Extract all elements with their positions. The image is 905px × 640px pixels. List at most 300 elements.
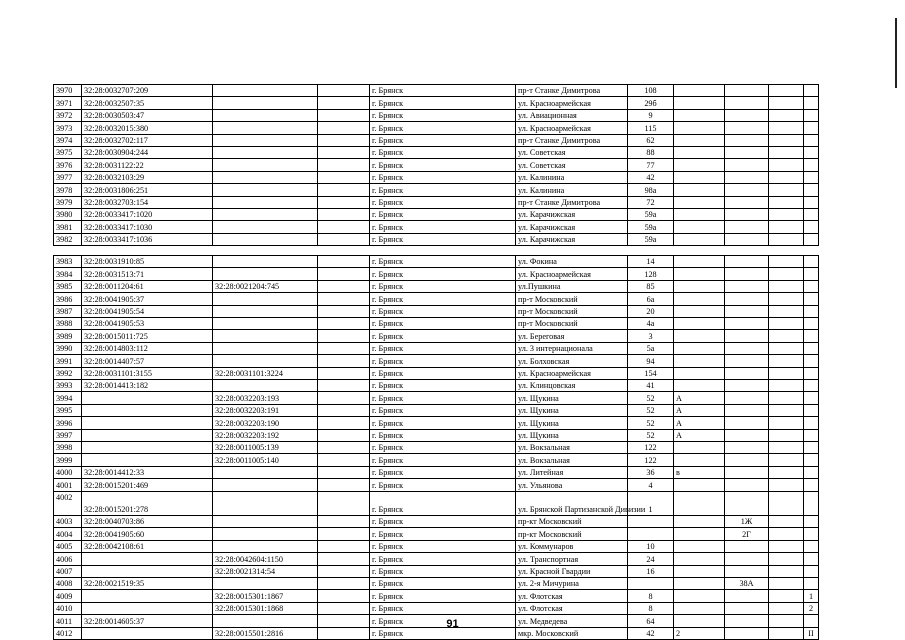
city-cell: г. Брянск: [370, 305, 516, 317]
scan-edge-line: [895, 18, 897, 88]
house-letter: [674, 590, 725, 602]
row-number: 3982: [54, 233, 82, 245]
city-cell: г. Брянск: [370, 553, 516, 565]
city-cell: г. Брянск: [370, 392, 516, 404]
house-number: 6а: [628, 293, 674, 305]
street-cell: ул. Красноармейская: [516, 367, 628, 379]
house-letter: [674, 540, 725, 552]
row-number: 4011: [54, 615, 82, 627]
row-number: 4000: [54, 466, 82, 478]
cadastral-number: [82, 392, 213, 404]
house-letter: [674, 256, 725, 268]
row-number: 3974: [54, 134, 82, 146]
empty-cell: [318, 196, 370, 208]
table-row: [54, 330, 819, 342]
empty-cell: [318, 184, 370, 196]
house-number: 42: [628, 171, 674, 183]
street-cell: ул. Ульянова: [516, 479, 628, 491]
house-number: 72: [628, 196, 674, 208]
house-number: 8: [628, 590, 674, 602]
building-number: [725, 491, 769, 516]
gap-cell: [82, 246, 213, 256]
apartment-cell: [804, 528, 819, 540]
city-cell: г. Брянск: [370, 355, 516, 367]
city-cell: г. Брянск: [370, 293, 516, 305]
city-cell: г. Брянск: [370, 146, 516, 158]
cadastral-number-secondary: [213, 577, 318, 589]
building-number: [725, 602, 769, 614]
city-cell: г. Брянск: [370, 379, 516, 391]
extra-cell: [769, 454, 804, 466]
apartment-cell: [804, 184, 819, 196]
cadastral-number-secondary: 32:28:0015501:2816: [213, 627, 318, 639]
empty-cell: [318, 355, 370, 367]
apartment-cell: [804, 429, 819, 441]
empty-cell: [318, 233, 370, 245]
row-number: 3980: [54, 208, 82, 220]
house-number: 29б: [628, 97, 674, 109]
apartment-cell: [804, 293, 819, 305]
apartment-cell: [804, 97, 819, 109]
city-cell: г. Брянск: [370, 97, 516, 109]
street-cell: ул. Карачижская: [516, 233, 628, 245]
cadastral-number-secondary: [213, 268, 318, 280]
row-number: 4005: [54, 540, 82, 552]
apartment-cell: [804, 233, 819, 245]
building-number: [725, 466, 769, 478]
house-number: 5а: [628, 342, 674, 354]
street-cell: пр-кт Московский: [516, 528, 628, 540]
table-row: [54, 454, 819, 466]
empty-cell: [318, 516, 370, 528]
apartment-cell: [804, 318, 819, 330]
house-letter: [674, 367, 725, 379]
row-number: 4012: [54, 627, 82, 639]
cadastral-number-secondary: [213, 330, 318, 342]
row-number: 3985: [54, 280, 82, 292]
city-cell: г. Брянск: [370, 184, 516, 196]
house-letter: [674, 184, 725, 196]
house-letter: [674, 280, 725, 292]
cadastral-number-secondary: [213, 85, 318, 97]
cadastral-number: 32:28:0032703:154: [82, 196, 213, 208]
extra-cell: [769, 293, 804, 305]
house-letter: [674, 491, 725, 516]
row-number: 3996: [54, 417, 82, 429]
apartment-cell: [804, 221, 819, 233]
building-number: [725, 85, 769, 97]
house-letter: [674, 355, 725, 367]
row-number: 4010: [54, 602, 82, 614]
empty-cell: [318, 417, 370, 429]
extra-cell: [769, 256, 804, 268]
cadastral-number: 32:28:0031122:22: [82, 159, 213, 171]
house-number: 154: [628, 367, 674, 379]
city-cell: г. Брянск: [370, 441, 516, 453]
cadastral-number: [82, 429, 213, 441]
extra-cell: [769, 479, 804, 491]
house-letter: [674, 565, 725, 577]
table-row: [54, 171, 819, 183]
empty-cell: [318, 293, 370, 305]
extra-cell: [769, 553, 804, 565]
row-number: 3993: [54, 379, 82, 391]
house-letter: А: [674, 404, 725, 416]
house-letter: в: [674, 466, 725, 478]
row-number: 3971: [54, 97, 82, 109]
table-row: [54, 602, 819, 614]
empty-cell: [318, 404, 370, 416]
cadastral-number-secondary: 32:28:0015301:1867: [213, 590, 318, 602]
empty-cell: [318, 379, 370, 391]
street-cell: ул. Авиационная: [516, 109, 628, 121]
cadastral-number-secondary: [213, 159, 318, 171]
house-letter: [674, 221, 725, 233]
extra-cell: [769, 221, 804, 233]
cadastral-number-secondary: 32:28:0011005:139: [213, 441, 318, 453]
empty-cell: [318, 429, 370, 441]
street-cell: ул. Калинина: [516, 171, 628, 183]
extra-cell: [769, 280, 804, 292]
table-row: [54, 367, 819, 379]
cadastral-number: [82, 454, 213, 466]
table-row: [54, 122, 819, 134]
row-number: 3987: [54, 305, 82, 317]
table-row: [54, 221, 819, 233]
extra-cell: [769, 318, 804, 330]
empty-cell: [318, 122, 370, 134]
extra-cell: [769, 208, 804, 220]
building-number: [725, 553, 769, 565]
empty-cell: [318, 602, 370, 614]
row-number: 3997: [54, 429, 82, 441]
cadastral-number: 32:28:0011204:61: [82, 280, 213, 292]
house-letter: [674, 528, 725, 540]
row-number: 3978: [54, 184, 82, 196]
extra-cell: [769, 97, 804, 109]
city-cell: г. Брянск: [370, 627, 516, 639]
street-cell: ул. Карачижская: [516, 208, 628, 220]
row-gap: [54, 246, 819, 256]
cadastral-number: 32:28:0014413:182: [82, 379, 213, 391]
city-cell: г. Брянск: [370, 454, 516, 466]
table-row: [54, 256, 819, 268]
apartment-cell: [804, 577, 819, 589]
cadastral-number: [82, 417, 213, 429]
cadastral-number-secondary: [213, 318, 318, 330]
city-cell: г. Брянск: [370, 134, 516, 146]
extra-cell: [769, 404, 804, 416]
house-number: 98а: [628, 184, 674, 196]
table-row: [54, 318, 819, 330]
cadastral-number-secondary: 32:28:0031101:3224: [213, 367, 318, 379]
cadastral-number: 32:28:0041905:37: [82, 293, 213, 305]
city-cell: г. Брянск: [370, 171, 516, 183]
gap-cell: [769, 246, 804, 256]
house-number: 36: [628, 466, 674, 478]
cadastral-number-secondary: 32:28:0021314:54: [213, 565, 318, 577]
extra-cell: [769, 367, 804, 379]
apartment-cell: 2: [804, 602, 819, 614]
cadastral-number-secondary: [213, 479, 318, 491]
apartment-cell: [804, 146, 819, 158]
street-cell: пр-т Московский: [516, 305, 628, 317]
cadastral-number: 32:28:0033417:1036: [82, 233, 213, 245]
city-cell: г. Брянск: [370, 256, 516, 268]
extra-cell: [769, 528, 804, 540]
row-number: 3999: [54, 454, 82, 466]
house-number: 122: [628, 454, 674, 466]
house-letter: 2: [674, 627, 725, 639]
city-cell: г. Брянск: [370, 208, 516, 220]
empty-cell: [318, 146, 370, 158]
apartment-cell: [804, 479, 819, 491]
house-letter: А: [674, 392, 725, 404]
city-cell: г. Брянск: [370, 590, 516, 602]
building-number: [725, 146, 769, 158]
table-row: [54, 429, 819, 441]
apartment-cell: [804, 122, 819, 134]
street-cell: ул. Вокзальная: [516, 454, 628, 466]
street-cell: ул. Щукина: [516, 417, 628, 429]
cadastral-number: 32:28:0032507:35: [82, 97, 213, 109]
cadastral-number: [82, 565, 213, 577]
building-number: [725, 280, 769, 292]
city-cell: г. Брянск: [370, 565, 516, 577]
building-number: [725, 429, 769, 441]
house-letter: [674, 602, 725, 614]
apartment-cell: II: [804, 627, 819, 639]
gap-cell: [628, 246, 674, 256]
cadastral-number: 32:28:0014803:112: [82, 342, 213, 354]
row-number: 3973: [54, 122, 82, 134]
cadastral-number-secondary: [213, 491, 318, 516]
street-cell: ул. Болховская: [516, 355, 628, 367]
cadastral-number: 32:28:0041905:53: [82, 318, 213, 330]
house-letter: [674, 196, 725, 208]
city-cell: г. Брянск: [370, 342, 516, 354]
building-number: [725, 392, 769, 404]
house-number: 4: [628, 479, 674, 491]
table-row: [54, 565, 819, 577]
apartment-cell: [804, 109, 819, 121]
cadastral-number: 32:28:0031513:71: [82, 268, 213, 280]
table-row: [54, 441, 819, 453]
cadastral-number-secondary: [213, 109, 318, 121]
cadastral-number-secondary: [213, 528, 318, 540]
building-number: [725, 590, 769, 602]
apartment-cell: [804, 441, 819, 453]
cadastral-number-secondary: [213, 293, 318, 305]
cadastral-number: 32:28:0031910:85: [82, 256, 213, 268]
cadastral-number-secondary: 32:28:0011005:140: [213, 454, 318, 466]
street-cell: ул. Брянской Партизанской Дивизии: [516, 491, 628, 516]
table-row: [54, 97, 819, 109]
building-number: 38А: [725, 577, 769, 589]
extra-cell: [769, 392, 804, 404]
table-row: [54, 305, 819, 317]
row-number: 4003: [54, 516, 82, 528]
extra-cell: [769, 122, 804, 134]
house-letter: [674, 146, 725, 158]
empty-cell: [318, 171, 370, 183]
extra-cell: [769, 441, 804, 453]
row-number: 3988: [54, 318, 82, 330]
extra-cell: [769, 590, 804, 602]
building-number: [725, 134, 769, 146]
row-number: 3998: [54, 441, 82, 453]
house-letter: [674, 479, 725, 491]
city-cell: г. Брянск: [370, 109, 516, 121]
house-number: 42: [628, 627, 674, 639]
extra-cell: [769, 171, 804, 183]
building-number: [725, 159, 769, 171]
row-number: 3972: [54, 109, 82, 121]
house-number: 59а: [628, 208, 674, 220]
house-number: 77: [628, 159, 674, 171]
cadastral-number-secondary: [213, 516, 318, 528]
building-number: [725, 318, 769, 330]
apartment-cell: [804, 256, 819, 268]
extra-cell: [769, 159, 804, 171]
city-cell: г. Брянск: [370, 491, 516, 516]
street-cell: ул. Советская: [516, 159, 628, 171]
empty-cell: [318, 454, 370, 466]
city-cell: г. Брянск: [370, 404, 516, 416]
extra-cell: [769, 146, 804, 158]
apartment-cell: [804, 355, 819, 367]
table-row: [54, 355, 819, 367]
extra-cell: [769, 342, 804, 354]
apartment-cell: [804, 196, 819, 208]
table-row: [54, 540, 819, 552]
cadastral-number-secondary: [213, 466, 318, 478]
street-cell: ул. Медведева: [516, 615, 628, 627]
table-row: [54, 553, 819, 565]
extra-cell: [769, 196, 804, 208]
table-row: [54, 404, 819, 416]
cadastral-number-secondary: [213, 305, 318, 317]
apartment-cell: [804, 85, 819, 97]
table-row: [54, 466, 819, 478]
row-number: 4008: [54, 577, 82, 589]
cadastral-number: [82, 590, 213, 602]
cadastral-number-secondary: [213, 355, 318, 367]
apartment-cell: [804, 417, 819, 429]
apartment-cell: [804, 540, 819, 552]
cadastral-number-secondary: 32:28:0021204:745: [213, 280, 318, 292]
extra-cell: [769, 540, 804, 552]
empty-cell: [318, 85, 370, 97]
street-cell: ул. Флотская: [516, 590, 628, 602]
cadastral-number: 32:28:0032702:117: [82, 134, 213, 146]
street-cell: ул. Красной Гвардии: [516, 565, 628, 577]
extra-cell: [769, 516, 804, 528]
building-number: [725, 479, 769, 491]
building-number: [725, 184, 769, 196]
empty-cell: [318, 318, 370, 330]
cadastral-number-secondary: 32:28:0032203:190: [213, 417, 318, 429]
house-number: 52: [628, 429, 674, 441]
house-letter: [674, 134, 725, 146]
house-number: 20: [628, 305, 674, 317]
house-number: 62: [628, 134, 674, 146]
cadastral-number: [82, 441, 213, 453]
table-row: [54, 196, 819, 208]
house-number: 85: [628, 280, 674, 292]
cadastral-number: 32:28:0032015:380: [82, 122, 213, 134]
row-number: 3995: [54, 404, 82, 416]
house-number: 108: [628, 85, 674, 97]
cadastral-number: 32:28:0015011:725: [82, 330, 213, 342]
street-cell: ул. Красноармейская: [516, 268, 628, 280]
cadastral-number: 32:28:0015201:278: [82, 491, 213, 516]
house-letter: [674, 553, 725, 565]
building-number: [725, 293, 769, 305]
street-cell: ул. Карачижская: [516, 221, 628, 233]
cadastral-number: [82, 404, 213, 416]
building-number: [725, 233, 769, 245]
empty-cell: [318, 342, 370, 354]
cadastral-number-secondary: [213, 379, 318, 391]
cadastral-number-secondary: [213, 134, 318, 146]
city-cell: г. Брянск: [370, 122, 516, 134]
table-row: [54, 208, 819, 220]
street-cell: ул. Фокина: [516, 256, 628, 268]
cadastral-number-secondary: 32:28:0042604:1150: [213, 553, 318, 565]
city-cell: г. Брянск: [370, 196, 516, 208]
empty-cell: [318, 221, 370, 233]
cadastral-number-secondary: [213, 342, 318, 354]
street-cell: ул. Флотская: [516, 602, 628, 614]
table-row: [54, 491, 819, 516]
apartment-cell: [804, 404, 819, 416]
address-registry-table: [53, 84, 819, 640]
extra-cell: [769, 429, 804, 441]
table-row: [54, 233, 819, 245]
building-number: [725, 122, 769, 134]
extra-cell: [769, 491, 804, 516]
gap-cell: [318, 246, 370, 256]
street-cell: ул. Вокзальная: [516, 441, 628, 453]
house-letter: [674, 305, 725, 317]
row-number: 3986: [54, 293, 82, 305]
cadastral-number-secondary: 32:28:0032203:193: [213, 392, 318, 404]
cadastral-number: 32:28:0033417:1020: [82, 208, 213, 220]
house-number: [628, 528, 674, 540]
row-number: 3991: [54, 355, 82, 367]
cadastral-number-secondary: 32:28:0032203:191: [213, 404, 318, 416]
apartment-cell: [804, 171, 819, 183]
table-row: [54, 85, 819, 97]
cadastral-number-secondary: [213, 208, 318, 220]
apartment-cell: [804, 342, 819, 354]
cadastral-number: 32:28:0041905:54: [82, 305, 213, 317]
empty-cell: [318, 540, 370, 552]
house-letter: [674, 122, 725, 134]
extra-cell: [769, 355, 804, 367]
cadastral-number: 32:28:0015201:469: [82, 479, 213, 491]
street-cell: ул.Пушкина: [516, 280, 628, 292]
city-cell: г. Брянск: [370, 318, 516, 330]
house-letter: [674, 318, 725, 330]
city-cell: г. Брянск: [370, 615, 516, 627]
empty-cell: [318, 565, 370, 577]
house-letter: [674, 577, 725, 589]
cadastral-number: 32:28:0040703:86: [82, 516, 213, 528]
table-row: [54, 528, 819, 540]
house-number: 1: [628, 491, 674, 516]
